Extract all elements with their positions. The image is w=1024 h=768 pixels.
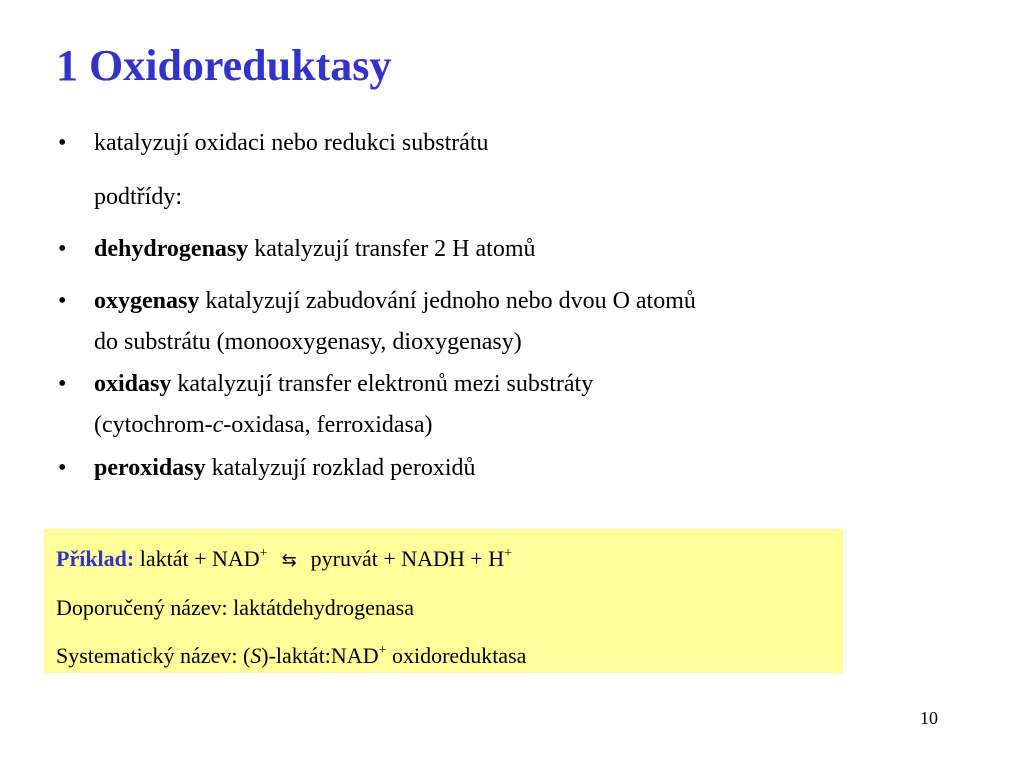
bullet-marker: •	[58, 455, 67, 481]
description: katalyzují zabudování jednoho nebo dvou O atomů	[199, 288, 696, 314]
page-number: 10	[920, 708, 938, 728]
list-item-dehydrogenasy	[94, 236, 536, 263]
example-box	[44, 529, 843, 673]
description: katalyzují transfer 2 H atomů	[248, 236, 536, 262]
text-part: )-laktát:NAD	[261, 643, 379, 668]
reactant: laktát + NAD	[134, 546, 260, 571]
list-item-oxygenasy	[94, 288, 696, 315]
bullet-marker: •	[58, 130, 67, 156]
list-item-continuation: do substrátu (monooxygenasy, dioxygenasy)	[94, 329, 522, 355]
superscript: +	[504, 546, 513, 561]
systematic-name	[56, 643, 526, 669]
subclasses-label: podtřídy:	[94, 184, 182, 210]
text-part: -oxidasa, ferroxidasa)	[223, 412, 433, 438]
list-item-peroxidasy	[94, 455, 475, 482]
superscript: +	[378, 643, 387, 658]
product: pyruvát + NADH + H	[310, 546, 505, 571]
example-label: Příklad:	[56, 546, 135, 571]
bullet-marker: •	[58, 371, 67, 397]
list-item-oxidasy	[94, 371, 593, 398]
italic-letter: c	[212, 412, 224, 438]
equilibrium-arrow-icon: ⇆	[281, 550, 297, 571]
description: katalyzují rozklad peroxidů	[205, 455, 476, 481]
text-part: (cytochrom-	[94, 412, 213, 438]
italic-letter: S	[250, 643, 262, 668]
term: oxidasy	[94, 371, 172, 397]
superscript: +	[259, 546, 268, 561]
slide-title: 1 Oxidoreduktasy	[56, 41, 392, 90]
intro-text: katalyzují oxidaci nebo redukci substrátu	[94, 130, 489, 156]
list-item-continuation	[94, 412, 433, 439]
text-part: oxidoreduktasa	[386, 643, 527, 668]
recommended-name: Doporučený název: laktátdehydrogenasa	[56, 595, 414, 620]
example-reaction	[56, 546, 512, 572]
text-part: Systematický název: (	[56, 643, 251, 668]
bullet-marker: •	[58, 288, 67, 314]
term: peroxidasy	[94, 455, 206, 481]
term: oxygenasy	[94, 288, 200, 314]
description: katalyzují transfer elektronů mezi substráty	[171, 371, 594, 397]
term: dehydrogenasy	[94, 236, 249, 262]
bullet-marker: •	[58, 236, 67, 262]
